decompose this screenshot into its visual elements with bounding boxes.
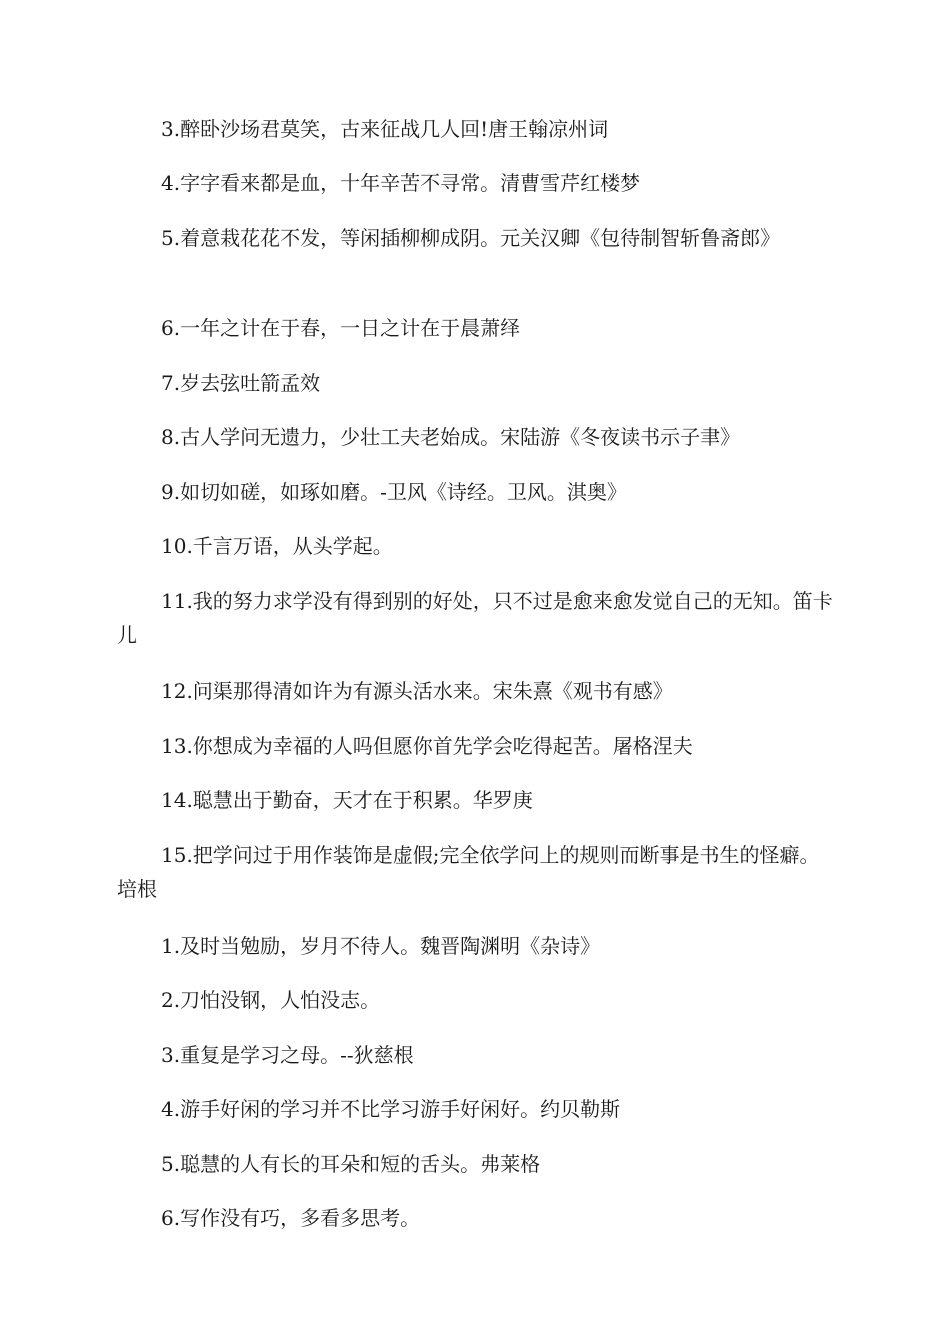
quote-paragraph: 4.字字看来都是血，十年辛苦不寻常。清曹雪芹红楼梦 <box>161 171 641 195</box>
quote-paragraph: 5.着意栽花花不发，等闲插柳柳成阴。元关汉卿《包待制智斩鲁斋郎》 <box>161 226 781 250</box>
quote-paragraph: 13.你想成为幸福的人吗但愿你首先学会吃得起苦。屠格涅夫 <box>161 734 693 758</box>
quote-paragraph: 10.千言万语，从头学起。 <box>161 534 393 558</box>
quote-paragraph: 14.聪慧出于勤奋，天才在于积累。华罗庚 <box>161 788 533 812</box>
quote-paragraph: 5.聪慧的人有长的耳朵和短的舌头。弗莱格 <box>161 1152 541 1176</box>
quote-paragraph: 7.岁去弦吐箭孟效 <box>161 371 321 395</box>
quote-paragraph: 1.及时当勉励，岁月不待人。魏晋陶渊明《杂诗》 <box>161 934 601 958</box>
quote-paragraph: 3.醉卧沙场君莫笑，古来征战几人回!唐王翰凉州词 <box>161 117 609 141</box>
quote-paragraph: 4.游手好闲的学习并不比学习游手好闲好。约贝勒斯 <box>161 1097 621 1121</box>
quote-paragraph: 11.我的努力求学没有得到别的好处，只不过是愈来愈发觉自己的无知。笛卡儿 <box>117 589 833 647</box>
quote-paragraph: 12.问渠那得清如许为有源头活水来。宋朱熹《观书有感》 <box>161 679 673 703</box>
quote-paragraph: 3.重复是学习之母。--狄慈根 <box>161 1043 414 1067</box>
quote-paragraph: 9.如切如磋，如琢如磨。-卫风《诗经。卫风。淇奥》 <box>161 480 627 504</box>
quote-paragraph: 2.刀怕没钢，人怕没志。 <box>161 988 381 1012</box>
quote-paragraph: 8.古人学问无遗力，少壮工夫老始成。宋陆游《冬夜读书示子聿》 <box>161 425 741 449</box>
quote-paragraph: 15.把学问过于用作装饰是虚假;完全依学问上的规则而断事是书生的怪癖。培根 <box>117 843 820 901</box>
quote-paragraph: 6.一年之计在于春，一日之计在于晨萧绎 <box>161 316 521 340</box>
quote-paragraph: 6.写作没有巧，多看多思考。 <box>161 1206 421 1230</box>
